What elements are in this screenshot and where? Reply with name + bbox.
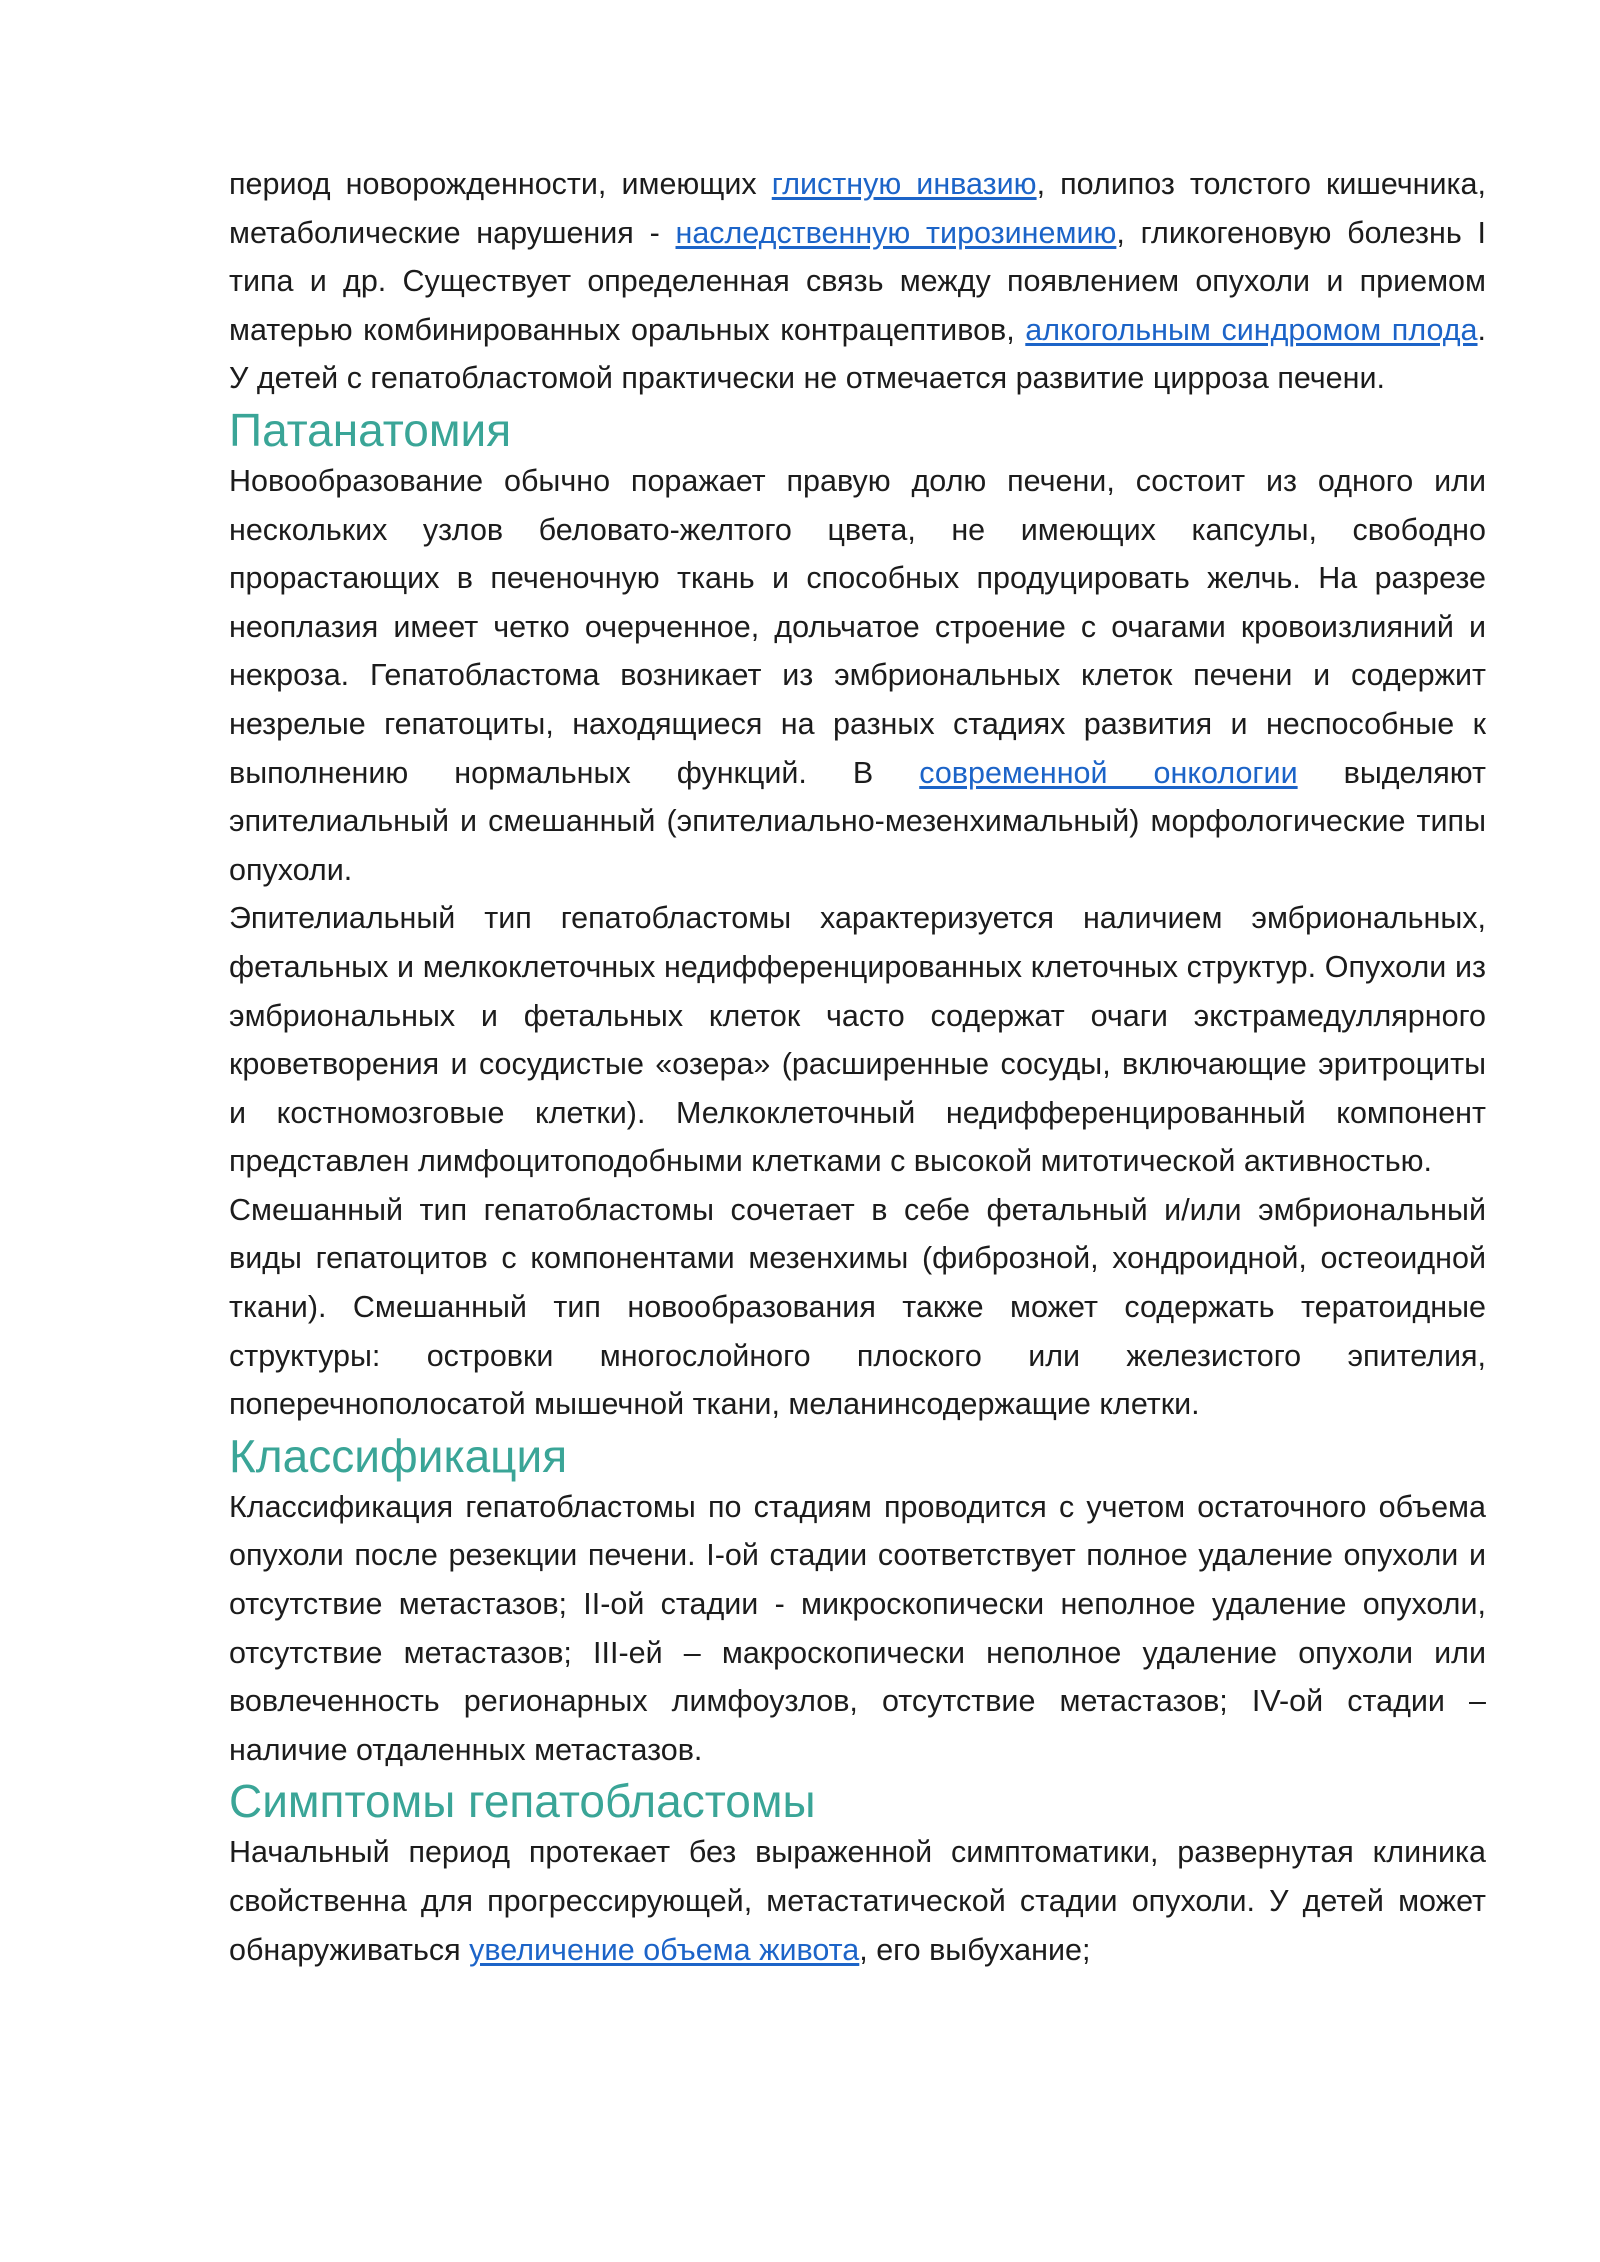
document-page	[229, 160, 1486, 1974]
heading-symptoms: Симптомы гепатобластомы	[229, 1775, 816, 1828]
symptoms-text-2: , его выбухание;	[859, 1932, 1091, 1967]
intro-paragraph	[229, 160, 1486, 403]
link-fetal-alcohol-syndrome[interactable]: алкогольным синдромом плода	[1025, 312, 1478, 347]
link-helminth-invasion[interactable]: глистную инвазию	[771, 167, 1037, 201]
link-abdominal-enlargement[interactable]: увеличение объема живота	[469, 1932, 860, 1967]
pathology-p1-text-2: выделяют эпителиальный и смешанный (эпителиально-мезенхимальный) морфологические типы опухоли.	[229, 755, 1486, 887]
link-modern-oncology[interactable]: современной онкологии	[919, 755, 1298, 790]
pathology-paragraph-2: Эпителиальный тип гепатобластомы характеризуется наличием эмбриональных, фетальных и мелкоклеточных недифференцированных клеточных структур. Опухоли из эмбриональных и фетальных клеток часто содержат очаги экстрамедуллярного кроветворения и сосудистые «озера» (расширенные сосуды, включающие эритроциты и костномозговые клетки). Мелкоклеточный недифференцированный компонент представлен лимфоцитоподобными клетками с высокой митотической активностью.	[229, 901, 1486, 1179]
pathology-paragraph-3: Смешанный тип гепатобластомы сочетает в себе фетальный и/или эмбриональный виды гепатоцитов с компонентами мезенхимы (фиброзной, хондроидной, остеоидной ткани). Смешанный тип новообразования также может содержать тератоидные структуры: островки многослойного плоского или железистого эпителия, поперечнополосатой мышечной ткани, меланинсодержащие клетки.	[229, 1192, 1486, 1422]
link-hereditary-tyrosinemia[interactable]: наследственную тирозинемию	[675, 215, 1117, 250]
intro-text-4: . У детей с гепатобластомой практически не отмечается развитие цирроза печени.	[229, 312, 1486, 396]
symptoms-paragraph	[229, 1828, 1486, 1974]
classification-paragraph: Классификация гепатобластомы по стадиям проводится с учетом остаточного объема опухоли после резекции печени. I-ой стадии соответствует полное удаление опухоли и отсутствие метастазов; II-ой стадии - микроскопически неполное удаление опухоли, отсутствие метастазов; III-ей – макроскопически неполное удаление опухоли или вовлеченность регионарных лимфоузлов, отсутствие метастазов; IV-ой стадии – наличие отдаленных метастазов.	[229, 1489, 1486, 1767]
intro-text-1: период новорожденности, имеющих	[229, 167, 772, 201]
pathology-p1-text-1: Новообразование обычно поражает правую долю печени, состоит из одного или нескольких узлов беловато-желтого цвета, не имеющих капсулы, свободно прорастающих в печеночную ткань и способных продуцировать желчь. На разрезе неоплазия имеет четко очерченное, дольчатое строение с очагами кровоизлияний и некроза. Гепатобластома возникает из эмбриональных клеток печени и содержит незрелые гепатоциты, находящиеся на разных стадиях развития и неспособные к выполнению нормальных функций. В	[229, 463, 1486, 790]
heading-pathology: Патанатомия	[229, 403, 512, 456]
symptoms-text-1: Начальный период протекает без выраженной симптоматики, развернутая клиника свойственна для прогрессирующей, метастатической стадии опухоли. У детей может обнаруживаться	[229, 1835, 1486, 1967]
pathology-paragraph-1	[229, 457, 1486, 894]
heading-classification: Классификация	[229, 1429, 568, 1482]
intro-text-2: , полипоз толстого кишечника, метаболические нарушения -	[229, 167, 1486, 250]
intro-text-3: , гликогеновую болезнь I типа и др. Существует определенная связь между появлением опухоли и приемом матерью комбинированных оральных контрацептивов,	[229, 215, 1486, 347]
